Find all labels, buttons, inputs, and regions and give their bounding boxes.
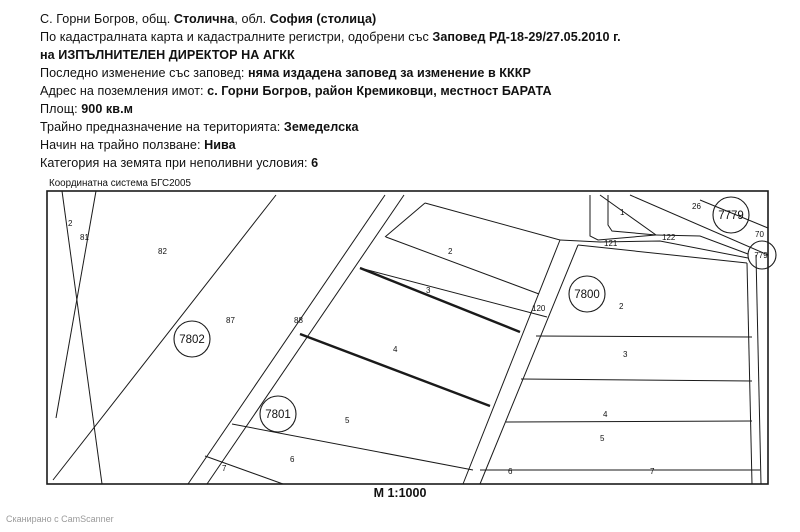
parcel-number: 5 xyxy=(345,416,350,425)
header-line-purpose: Трайно предназначение на територията: Земеделска xyxy=(40,120,359,134)
header-line-address: Адрес на поземления имот: с. Горни Богров, район Кремиковци, местност БАРАТА xyxy=(40,84,552,98)
map-scale: М 1:1000 xyxy=(373,486,427,500)
parcel-boundary xyxy=(463,240,560,484)
block-number: 7801 xyxy=(265,409,291,421)
parcel-boundary xyxy=(425,203,560,240)
parcel-number: 2 xyxy=(448,247,453,256)
parcel-number: 2 xyxy=(619,302,624,311)
parcel-number: 7 xyxy=(650,467,655,476)
parcel-boundary xyxy=(756,255,761,484)
parcel-number: 81 xyxy=(80,233,89,242)
block-number: 7779 xyxy=(718,210,744,222)
header-line-authority: на ИЗПЪЛНИТЕЛЕН ДИРЕКТОР НА АГКК xyxy=(40,48,295,62)
parcel-number: 6 xyxy=(290,455,295,464)
parcel-number: 3 xyxy=(426,286,431,295)
parcel-boundary xyxy=(506,421,752,422)
parcel-number: 2 xyxy=(68,219,73,228)
parcel-number: 122 xyxy=(662,233,676,242)
parcel-boundary xyxy=(480,245,578,484)
header-line-last-change: Последно изменение със заповед: няма издадена заповед за изменение в КККР xyxy=(40,66,531,80)
parcel-number: 5 xyxy=(600,434,605,443)
parcel-boundary xyxy=(188,195,385,484)
parcel-number: 120 xyxy=(532,304,546,313)
coordinate-system-label: Координатна система БГС2005 xyxy=(49,178,191,189)
header-line-category: Категория на земята при неполивни условия: 6 xyxy=(40,156,319,170)
parcel-boundary xyxy=(521,379,752,381)
parcel-boundary xyxy=(207,195,404,484)
parcel-number: 4 xyxy=(603,410,608,419)
header-line-usage: Начин на трайно ползване: Нива xyxy=(40,138,236,152)
parcel-boundary xyxy=(560,240,748,258)
parcel-number: 82 xyxy=(158,247,167,256)
block-number: 7800 xyxy=(574,289,600,301)
parcel-number: 1 xyxy=(620,208,625,217)
parcel-number: 121 xyxy=(604,239,618,248)
parcel-boundary xyxy=(386,237,539,294)
parcel-number: 87 xyxy=(226,316,235,325)
parcel-number: 88 xyxy=(294,316,303,325)
parcel-boundary xyxy=(747,263,752,484)
parcel-boundary xyxy=(385,203,425,237)
parcel-number: 26 xyxy=(692,202,701,211)
header-line-cadastre: По кадастралната карта и кадастралните регистри, одобрени със Заповед РД-18-29/27.05.2010 г. xyxy=(40,30,621,44)
parcel-number: 7 xyxy=(222,464,227,473)
parcel-number: 3 xyxy=(623,350,628,359)
block-number: 7802 xyxy=(179,334,205,346)
parcel-boundary xyxy=(360,268,547,317)
parcel-boundary xyxy=(56,191,96,418)
parcel-boundary xyxy=(232,424,473,470)
scanner-watermark: Сканирано с CamScanner xyxy=(6,514,114,524)
parcel-boundary xyxy=(536,336,752,337)
block-number: 779 xyxy=(754,251,768,260)
parcel-number: 70 xyxy=(755,230,764,239)
header-line-area: Площ: 900 кв.м xyxy=(40,102,133,116)
parcel-boundary xyxy=(608,195,656,235)
header-line-location: С. Горни Богров, общ. Столична, обл. София (столица) xyxy=(40,12,377,26)
parcel-number: 4 xyxy=(393,345,398,354)
parcel-number: 6 xyxy=(508,467,513,476)
